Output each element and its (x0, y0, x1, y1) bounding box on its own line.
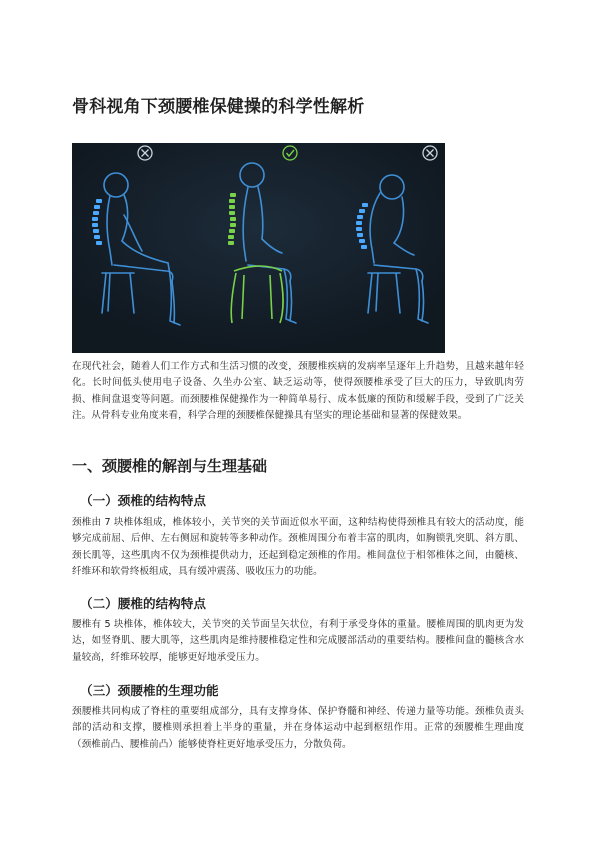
page-title: 骨科视角下颈腰椎保健操的科学性解析 (72, 97, 365, 117)
cervical-paragraph: 颈椎由 7 块椎体组成，椎体较小，关节突的关节面近似水平面，这种结构使得颈椎具有较大的活动度，能够完成前屈、后伸、左右侧屈和旋转等多种动作。颈椎周围分布着丰富的肌肉，如胸锁乳突肌、斜方肌、颈长肌等，这些肌肉不仅为颈椎提供动力，还起到稳定颈椎的作用。椎间盘位于相邻椎体之间，由髓核、纤维环和软骨终板组成，具有缓冲震荡、吸收压力的功能。 (72, 517, 524, 577)
section-heading: 一、颈腰椎的解剖与生理基础 (72, 457, 268, 475)
lumbar-paragraph: 腰椎有 5 块椎体，椎体较大，关节突的关节面呈矢状位，有利于承受身体的重量。腰椎周围的肌肉更为发达，如竖脊肌、腰大肌等，这些肌肉是维持腰椎稳定性和完成腰部活动的重要结构。腰椎间盘的髓核含水量较高，纤维环较厚，能够更好地承受压力。 (72, 619, 524, 663)
subsection-heading-cervical: （一）颈椎的结构特点 (80, 493, 206, 508)
intro-paragraph: 在现代社会，随着人们工作方式和生活习惯的改变，颈腰椎疾病的发病率呈逐年上升趋势，且越来越年轻化。长时间低头使用电子设备、久坐办公室、缺乏运动等，使得颈腰椎承受了巨大的压力，导致肌肉劳损、椎间盘退变等问题。而颈腰椎保健操作为一种简单易行、成本低廉的预防和缓解手段，受到了广泛关注。从骨科专业角度来看，科学合理的颈腰椎保健操具有坚实的理论基础和显著的保健效果。 (72, 361, 524, 421)
subsection-heading-lumbar: （二）腰椎的结构特点 (80, 596, 206, 611)
posture-illustration (72, 143, 445, 353)
subsection-heading-function: （三）颈腰椎的生理功能 (80, 683, 219, 698)
function-paragraph: 颈腰椎共同构成了脊柱的重要组成部分，具有支撑身体、保护脊髓和神经、传递力量等功能。颈椎负责头部的活动和支撑，腰椎则承担着上半身的重量，并在身体运动中起到枢纽作用。正常的颈腰椎生理曲度（颈椎前凸、腰椎前凸）能够使脊柱更好地承受压力，分散负荷。 (72, 706, 524, 750)
